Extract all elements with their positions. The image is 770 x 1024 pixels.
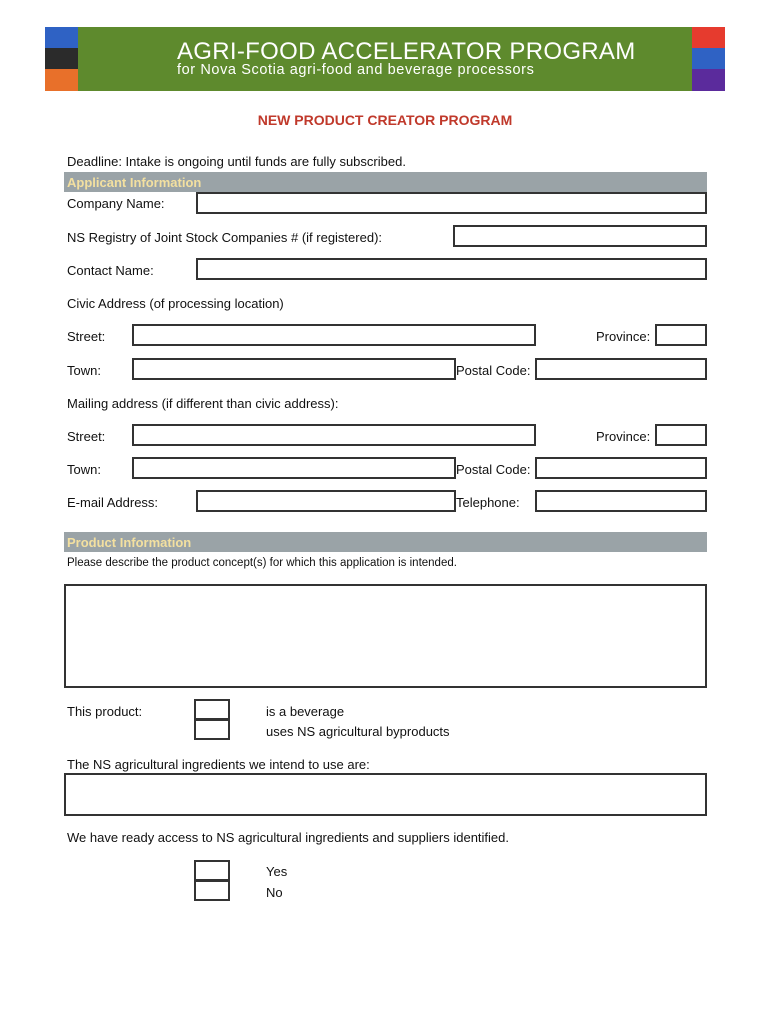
ready-access-label: We have ready access to NS agricultural ingredients and suppliers identified. [67,830,509,845]
mailing-province-label: Province: [596,429,651,444]
mailing-postal-code-label: Postal Code: [456,462,531,477]
byproducts-checkbox[interactable] [194,719,230,740]
civic-postal-code-label: Postal Code: [456,363,531,378]
byproducts-option-label: uses NS agricultural byproducts [266,724,450,739]
mailing-town-field[interactable] [132,457,456,479]
civic-postal-code-field[interactable] [535,358,707,380]
product-section-title: Product Information [67,535,192,550]
banner-subtitle: for Nova Scotia agri-food and beverage processors [177,62,535,78]
beverage-checkbox[interactable] [194,699,230,720]
mailing-street-label: Street: [67,429,106,444]
logo-square-black [45,48,78,69]
company-name-field[interactable] [196,192,707,214]
mailing-address-label: Mailing address (if different than civic address): [67,396,339,411]
logo-square-red [692,27,725,48]
product-description-textarea[interactable] [64,584,707,688]
ingredients-field[interactable] [64,773,707,816]
yes-checkbox[interactable] [194,860,230,881]
telephone-label: Telephone: [456,495,520,510]
this-product-label: This product: [67,704,143,719]
contact-name-label: Contact Name: [67,263,154,278]
mailing-postal-code-field[interactable] [535,457,707,479]
beverage-option-label: is a beverage [266,704,345,719]
mailing-town-label: Town: [67,462,101,477]
product-describe-label: Please describe the product concept(s) for which this application is intended. [67,557,457,569]
deadline-text: Deadline: Intake is ongoing until funds are fully subscribed. [67,154,406,169]
civic-province-label: Province: [596,329,651,344]
mailing-street-field[interactable] [132,424,536,446]
company-name-label: Company Name: [67,196,165,211]
ingredients-label: The NS agricultural ingredients we intend to use are: [67,757,370,772]
no-option-label: No [266,885,283,900]
yes-option-label: Yes [266,864,288,879]
civic-address-label: Civic Address (of processing location) [67,296,284,311]
applicant-section-title: Applicant Information [67,175,202,190]
civic-town-field[interactable] [132,358,456,380]
email-label: E-mail Address: [67,495,159,510]
contact-name-field[interactable] [196,258,707,280]
civic-street-field[interactable] [132,324,536,346]
logo-square-orange [45,69,78,91]
logo-square-blue-right [692,48,725,69]
telephone-field[interactable] [535,490,707,512]
mailing-province-field[interactable] [655,424,707,446]
email-field[interactable] [196,490,456,512]
civic-province-field[interactable] [655,324,707,346]
ns-registry-label: NS Registry of Joint Stock Companies # (if registered): [67,230,383,245]
civic-street-label: Street: [67,329,106,344]
logo-square-blue [45,27,78,48]
no-checkbox[interactable] [194,880,230,901]
banner-title: AGRI-FOOD ACCELERATOR PROGRAM [177,38,636,65]
ns-registry-field[interactable] [453,225,707,247]
form-title: NEW PRODUCT CREATOR PROGRAM [257,112,513,128]
logo-square-purple [692,69,725,91]
civic-town-label: Town: [67,363,101,378]
